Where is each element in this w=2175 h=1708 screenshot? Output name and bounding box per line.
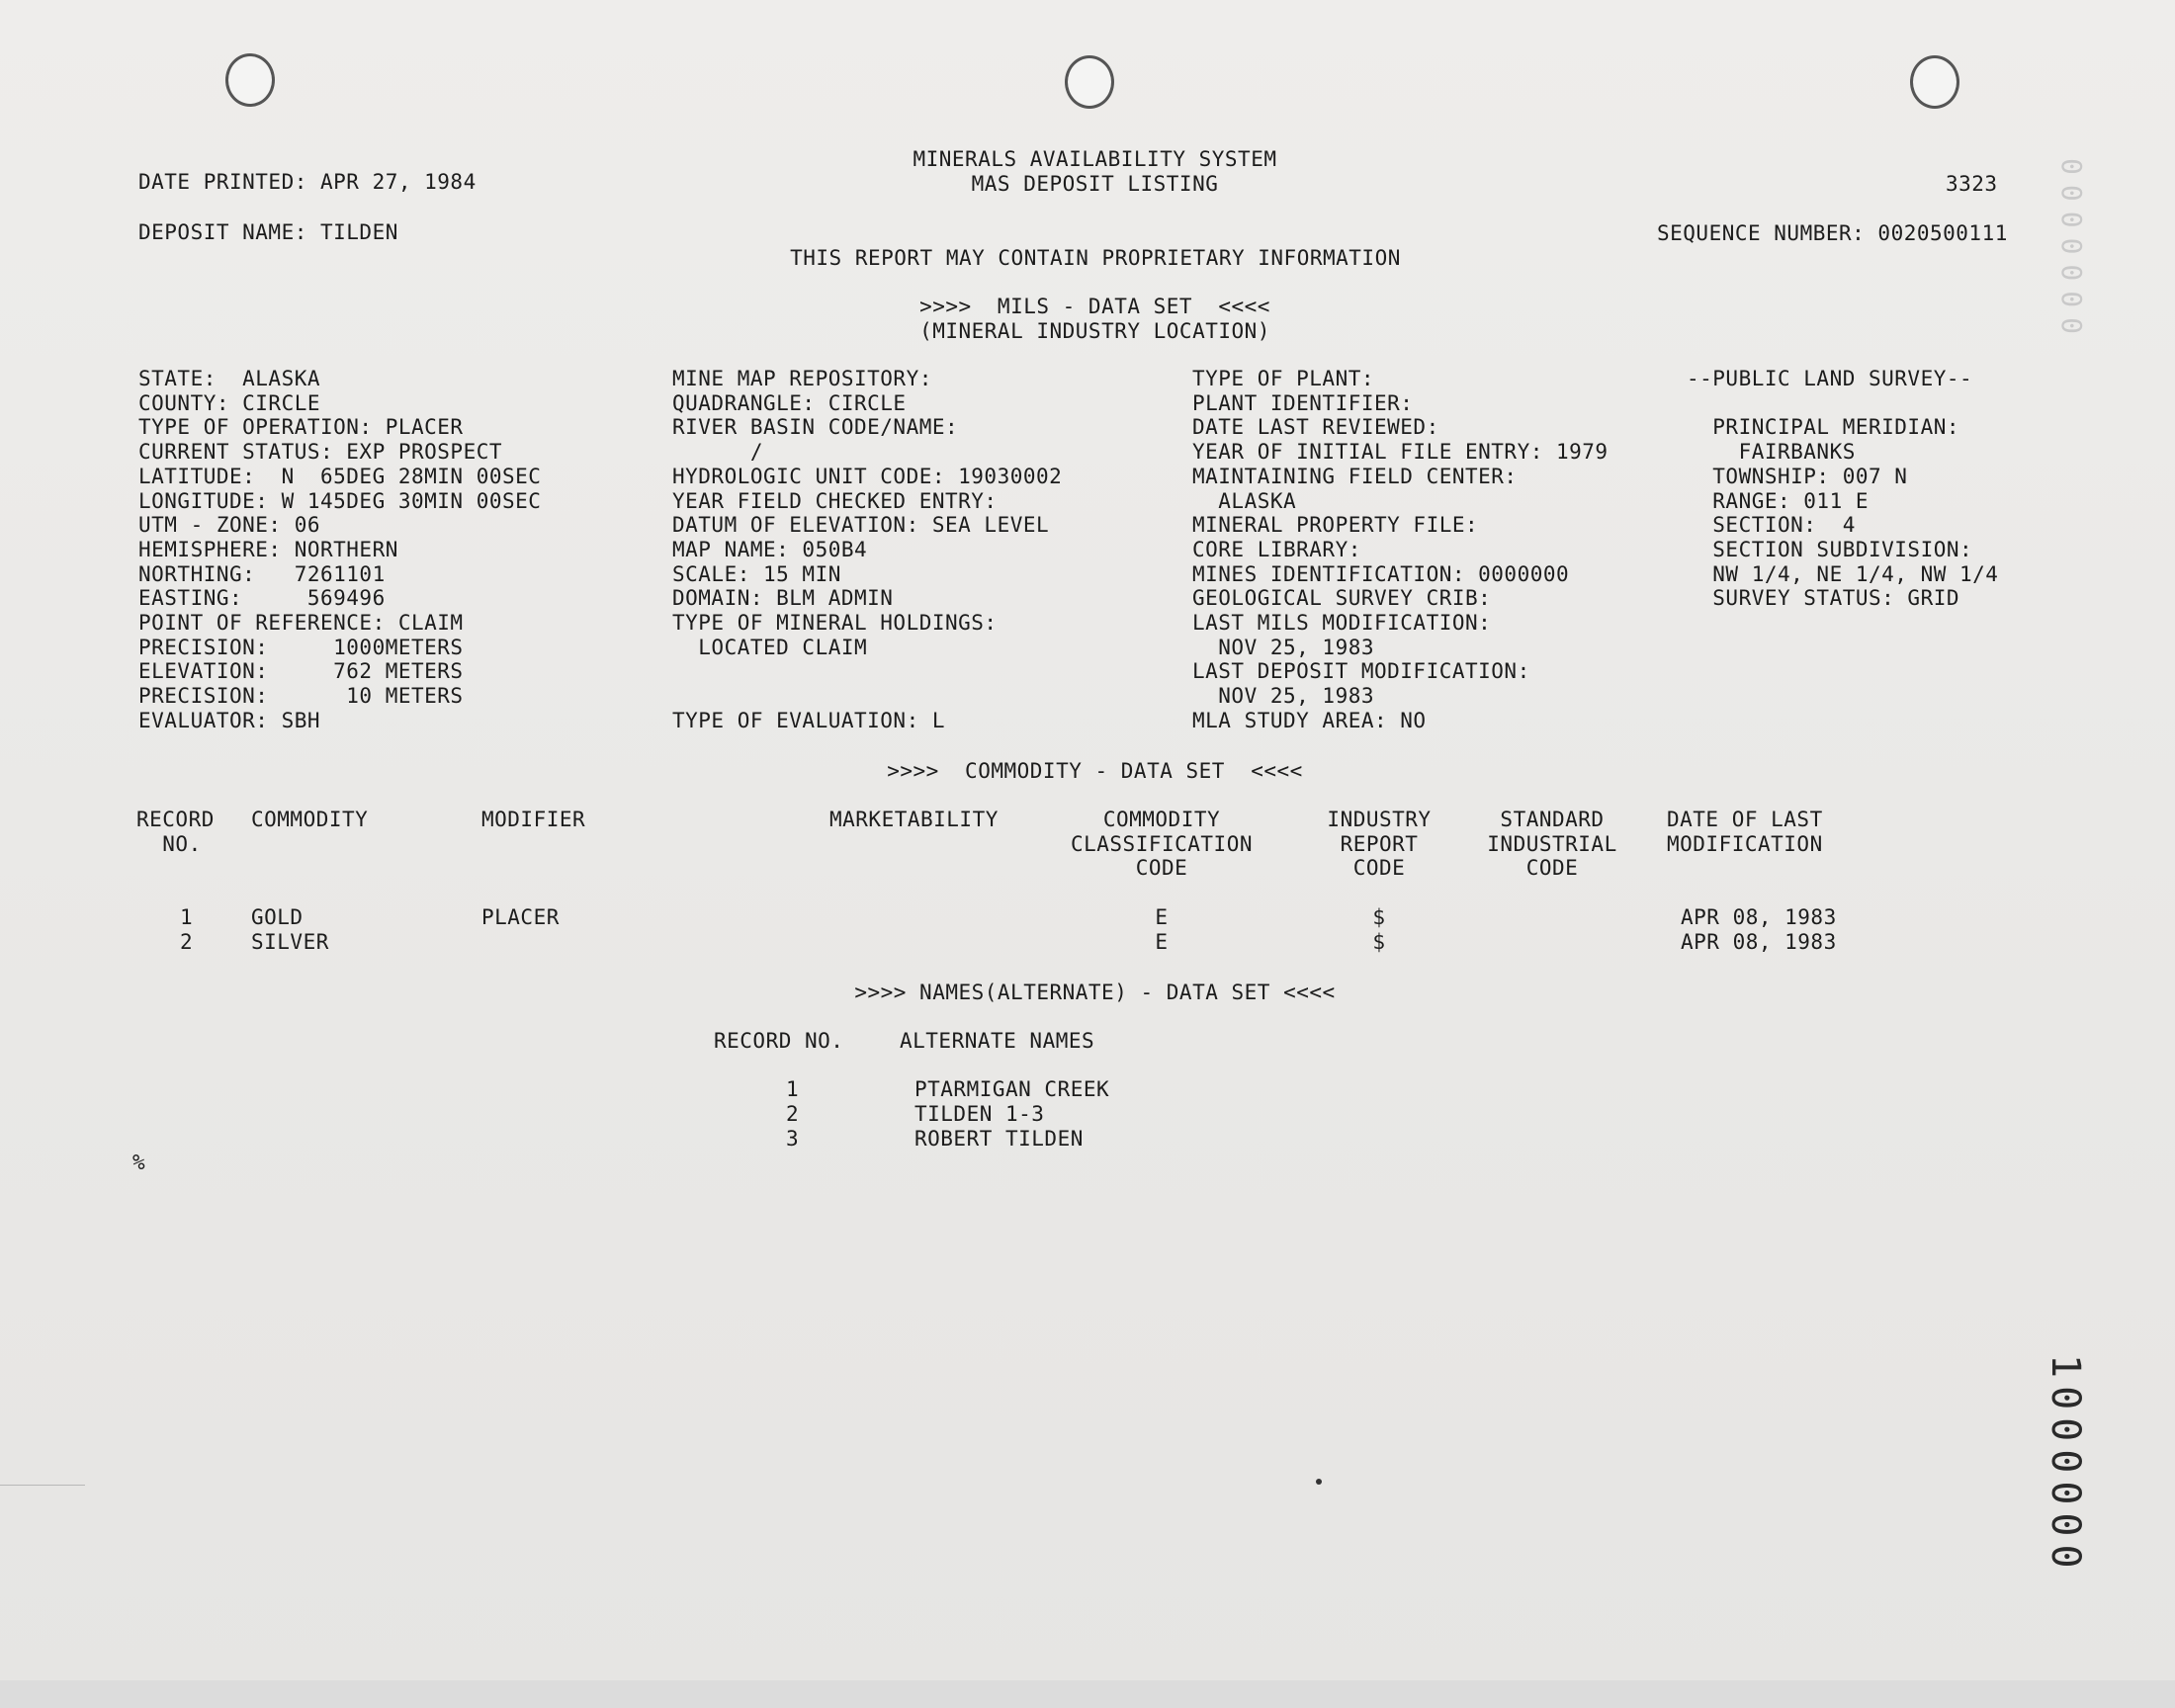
mils-col1-line: STATE: ALASKA bbox=[138, 367, 321, 390]
footer-percent-mark: % bbox=[132, 1151, 146, 1174]
mils-col4-line: TOWNSHIP: 007 N bbox=[1687, 464, 1908, 488]
mils-col4-line: FAIRBANKS bbox=[1687, 440, 1856, 465]
punch-hole-right bbox=[1910, 55, 1959, 109]
commodity-row-1-classification: E bbox=[1155, 905, 1169, 929]
mils-col4-line: --PUBLIC LAND SURVEY-- bbox=[1687, 367, 1973, 390]
col-header-record-no: RECORD NO. bbox=[136, 808, 215, 856]
mils-col2-line: TYPE OF MINERAL HOLDINGS: bbox=[672, 611, 998, 635]
mils-col3-line: MAINTAINING FIELD CENTER: bbox=[1192, 464, 1518, 488]
col-header-sic: STANDARD INDUSTRIAL CODE bbox=[1487, 808, 1617, 881]
mils-col3-line: CORE LIBRARY: bbox=[1192, 537, 1361, 561]
punch-hole-center bbox=[1065, 55, 1114, 109]
mils-col4-line: SECTION SUBDIVISION: bbox=[1687, 537, 1973, 561]
mils-col4-line: SECTION: 4 bbox=[1687, 513, 1856, 538]
mils-col4-line: RANGE: 011 E bbox=[1687, 488, 1870, 513]
commodity-row-2-no: 2 bbox=[180, 930, 194, 954]
commodity-row-2-commodity: SILVER bbox=[251, 930, 329, 954]
commodity-row-1-modifier: PLACER bbox=[481, 905, 560, 929]
col-header-industry-report: INDUSTRY REPORT CODE bbox=[1327, 808, 1432, 881]
names-row-2-no: 2 bbox=[786, 1102, 800, 1126]
mils-col1-line: EASTING: 569496 bbox=[138, 586, 386, 611]
deposit-name: DEPOSIT NAME: TILDEN bbox=[138, 220, 398, 244]
mils-col1-line: PRECISION: 1000METERS bbox=[138, 635, 464, 659]
system-title: MINERALS AVAILABILITY SYSTEM bbox=[913, 147, 1277, 171]
names-row-1-name: PTARMIGAN CREEK bbox=[914, 1077, 1110, 1101]
mils-col1-line: PRECISION: 10 METERS bbox=[138, 684, 464, 709]
mils-col3-line: MLA STUDY AREA: NO bbox=[1192, 708, 1427, 732]
mils-col3-line: GEOLOGICAL SURVEY CRIB: bbox=[1192, 586, 1492, 611]
commodity-row-1-modified: APR 08, 1983 bbox=[1681, 905, 1837, 929]
mils-col3-line: TYPE OF PLANT: bbox=[1192, 367, 1375, 390]
commodity-row-2-industry: $ bbox=[1372, 930, 1386, 954]
mils-col4-line: PRINCIPAL MERIDIAN: bbox=[1687, 415, 1960, 440]
page-number: 3323 bbox=[1946, 172, 1998, 196]
mils-col1-line: NORTHING: 7261101 bbox=[138, 561, 386, 586]
commodity-row-1-commodity: GOLD bbox=[251, 905, 304, 929]
col-header-last-modification: DATE OF LAST MODIFICATION bbox=[1667, 808, 1823, 856]
names-header-record-no: RECORD NO. bbox=[714, 1029, 844, 1053]
names-header-alternate-names: ALTERNATE NAMES bbox=[900, 1029, 1095, 1053]
mils-col3-line: NOV 25, 1983 bbox=[1192, 635, 1375, 659]
sequence-number: SEQUENCE NUMBER: 0020500111 bbox=[1657, 221, 2008, 245]
mils-col2-line: DOMAIN: BLM ADMIN bbox=[672, 586, 894, 611]
punch-hole-left bbox=[225, 53, 275, 107]
mils-col3-line: NOV 25, 1983 bbox=[1192, 684, 1375, 709]
bottom-edge bbox=[0, 1680, 2175, 1708]
mils-col2-line: SCALE: 15 MIN bbox=[672, 561, 841, 586]
names-section-title: >>>> NAMES(ALTERNATE) - DATA SET <<<< bbox=[854, 981, 1336, 1004]
mils-col2-line: MAP NAME: 050B4 bbox=[672, 537, 868, 561]
listing-title: MAS DEPOSIT LISTING bbox=[971, 172, 1219, 196]
mils-col2-line: YEAR FIELD CHECKED ENTRY: bbox=[672, 488, 998, 513]
mils-col1-line: HEMISPHERE: NORTHERN bbox=[138, 537, 398, 561]
mils-col3-line: MINERAL PROPERTY FILE: bbox=[1192, 513, 1479, 538]
faint-side-stamp: 0000000 bbox=[2055, 158, 2088, 345]
left-margin-rule bbox=[0, 1485, 85, 1486]
mils-col1-line: LATITUDE: N 65DEG 28MIN 00SEC bbox=[138, 464, 542, 488]
mils-col3-line: PLANT IDENTIFIER: bbox=[1192, 390, 1414, 415]
mils-col3-line: ALASKA bbox=[1192, 488, 1297, 513]
mils-col4-line: SURVEY STATUS: GRID bbox=[1687, 586, 1960, 611]
commodity-row-1-no: 1 bbox=[180, 905, 194, 929]
specks-dot bbox=[1316, 1479, 1322, 1485]
mils-col1-line: POINT OF REFERENCE: CLAIM bbox=[138, 611, 464, 635]
mils-col2-line: MINE MAP REPOSITORY: bbox=[672, 367, 932, 390]
mils-col1-line: ELEVATION: 762 METERS bbox=[138, 659, 464, 684]
mils-col2-line: TYPE OF EVALUATION: L bbox=[672, 708, 946, 732]
mils-col3-line: MINES IDENTIFICATION: 0000000 bbox=[1192, 561, 1570, 586]
mils-col2-line: RIVER BASIN CODE/NAME: bbox=[672, 415, 959, 440]
commodity-section-title: >>>> COMMODITY - DATA SET <<<< bbox=[887, 759, 1303, 783]
mils-col3-line: DATE LAST REVIEWED: bbox=[1192, 415, 1439, 440]
commodity-row-1-industry: $ bbox=[1372, 905, 1386, 929]
mils-col1-line: LONGITUDE: W 145DEG 30MIN 00SEC bbox=[138, 488, 542, 513]
col-header-classification: COMMODITY CLASSIFICATION CODE bbox=[1070, 808, 1253, 881]
mils-col2-line: LOCATED CLAIM bbox=[672, 635, 868, 659]
col-header-marketability: MARKETABILITY bbox=[829, 808, 999, 831]
mils-col3-line: LAST DEPOSIT MODIFICATION: bbox=[1192, 659, 1530, 684]
commodity-row-2-classification: E bbox=[1155, 930, 1169, 954]
names-row-1-no: 1 bbox=[786, 1077, 800, 1101]
mils-col3-line: LAST MILS MODIFICATION: bbox=[1192, 611, 1492, 635]
mils-col1-line: TYPE OF OPERATION: PLACER bbox=[138, 415, 464, 440]
side-stamp-number: 1000000 bbox=[2043, 1354, 2088, 1577]
mils-col4-line: NW 1/4, NE 1/4, NW 1/4 bbox=[1687, 561, 1999, 586]
mils-col1-line: EVALUATOR: SBH bbox=[138, 708, 321, 732]
mils-col2-line: / bbox=[672, 440, 764, 465]
mils-col1-line: CURRENT STATUS: EXP PROSPECT bbox=[138, 440, 503, 465]
proprietary-notice: THIS REPORT MAY CONTAIN PROPRIETARY INFORMATION bbox=[790, 246, 1401, 270]
mils-section-subtitle: (MINERAL INDUSTRY LOCATION) bbox=[919, 319, 1270, 343]
names-row-2-name: TILDEN 1-3 bbox=[914, 1102, 1045, 1126]
mils-col2-line: HYDROLOGIC UNIT CODE: 19030002 bbox=[672, 464, 1063, 488]
mils-col2-line: DATUM OF ELEVATION: SEA LEVEL bbox=[672, 513, 1050, 538]
mils-col3-line: YEAR OF INITIAL FILE ENTRY: 1979 bbox=[1192, 440, 1609, 465]
col-header-commodity: COMMODITY bbox=[251, 808, 369, 831]
col-header-modifier: MODIFIER bbox=[481, 808, 586, 831]
mils-col1-line: COUNTY: CIRCLE bbox=[138, 390, 321, 415]
commodity-row-2-modified: APR 08, 1983 bbox=[1681, 930, 1837, 954]
mils-section-title: >>>> MILS - DATA SET <<<< bbox=[919, 295, 1270, 318]
names-row-3-name: ROBERT TILDEN bbox=[914, 1127, 1084, 1151]
names-row-3-no: 3 bbox=[786, 1127, 800, 1151]
date-printed: DATE PRINTED: APR 27, 1984 bbox=[138, 170, 477, 194]
mils-col1-line: UTM - ZONE: 06 bbox=[138, 513, 321, 538]
mils-col2-line: QUADRANGLE: CIRCLE bbox=[672, 390, 907, 415]
